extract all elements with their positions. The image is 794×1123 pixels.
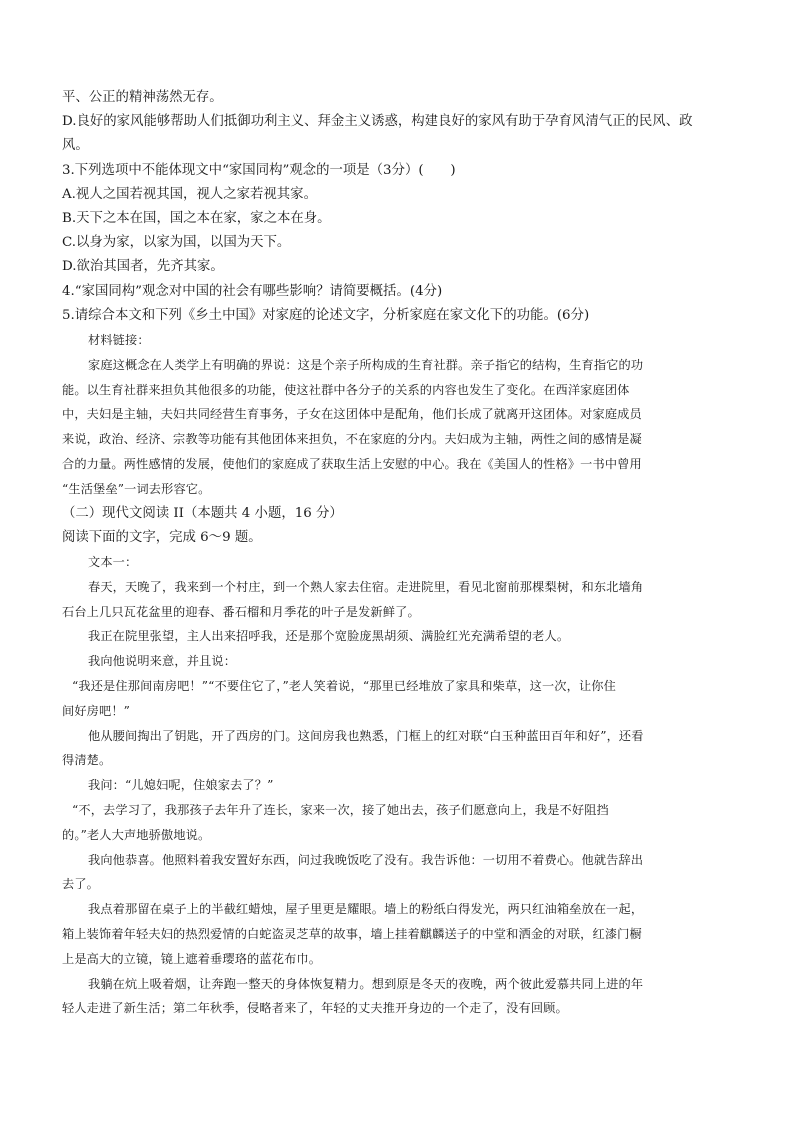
story-line: 我躺在炕上吸着烟，让奔跑一整天的身体恢复精力。想到原是冬天的夜晚，两个彼此爱慕共同上进的年 [88,976,644,991]
section-heading: （二）现代文阅读 II（本题共 4 小题，16 分） [62,505,343,521]
option-d-line: D.良好的家风能够帮助人们抵御功利主义、拜金主义诱惑，构建良好的家风有助于孕育风清气正的民风、政 [62,114,693,130]
material-line: 能。以生育社群来担负其他很多的功能，使这社群中各分子的关系的内容也发生了变化。在西洋家庭团体 [62,382,630,397]
story-line: 箱上装饰着年轻夫妇的热烈爱情的白蛇盗灵芝草的故事，墙上挂着麒麟送子的中堂和洒金的对联，红漆门橱 [62,926,642,941]
material-line: 来说，政治、经济、宗教等功能有其他团体来担负，不在家庭的分内。夫妇成为主轴，两性之间的感情是凝 [62,432,642,447]
material-line: 中，夫妇是主轴，夫妇共同经营生育事务，子女在这团体中是配角，他们长成了就离开这团体。对家庭成员 [62,407,642,422]
section-instruction: 阅读下面的文字，完成 6～9 题。 [62,529,262,545]
story-line: 我向他恭喜。他照料着我安置好东西，问过我晚饭吃了没有。我告诉他：一切用不着费心。他就告辞出 [88,852,644,867]
material-line: 家庭这概念在人类学上有明确的界说：这是个亲子所构成的生育社群。亲子指它的结构，生育指它的功 [88,357,644,372]
story-line: 我向他说明来意，并且说： [88,654,237,669]
story-line: 得清楚。 [62,753,112,768]
question-4: 4.“家国同构”观念对中国的社会有哪些影响？请简要概括。(4分) [62,283,443,299]
story-label: 文本一： [88,555,138,570]
story-line: 春天，天晚了，我来到一个村庄，到一个熟人家去住宿。走进院里，看见北窗前那棵梨树，和东北墙角 [88,579,644,594]
story-line: 石台上几只瓦花盆里的迎春、番石榴和月季花的叶子是发新鲜了。 [62,604,420,619]
story-line: 他从腰间掏出了钥匙，开了西房的门。这间房我也熟悉，门框上的红对联“白玉种蓝田百年和好”，还看 [88,728,644,743]
story-line: 的。”老人大声地骄傲地说。 [62,827,211,842]
material-line: “生活堡垒”一词去形容它。 [62,481,211,496]
material-line: 合的力量。两性感情的发展，使他们的家庭成了获取生活上安慰的中心。我在《美国人的性格》一书中曾用 [62,457,642,472]
story-line: “我还是住那间南房吧！”“不要住它了，”老人笑着说，“那里已经堆放了家具和柴草，这一次，让你住 [72,679,616,693]
text-line: 平、公正的精神荡然无存。 [62,90,223,105]
option-b: B.天下之本在国，国之本在家，家之本在身。 [62,211,331,227]
story-line: “不，去学习了，我那孩子去年升了连长，家来一次，接了她出去，孩子们愿意向上，我是不好阻挡 [72,802,609,817]
story-line: 我点着那留在桌子上的半截红蜡烛，屋子里更是耀眼。墙上的粉纸白得发光，两只红油箱垒放在一起， [88,902,644,917]
question-5: 5.请综合本文和下列《乡土中国》对家庭的论述文字，分析家庭在家文化下的功能。(6分) [62,307,590,323]
option-a: A.视人之国若视其国，视人之家若视其家。 [62,186,317,202]
question-3: 3.下列选项中不能体现文中“家国同构”观念的一项是（3分）( ) [62,162,456,178]
story-line: 去了。 [62,877,100,892]
document-page [62,86,734,1021]
option-c: C.以身为家，以家为国，以国为天下。 [62,235,291,251]
text-line: 风。 [62,138,89,154]
story-line: 上是高大的立镜，镜上遮着垂璎珞的蓝花布巾。 [62,951,322,966]
story-line: 我正在院里张望，主人出来招呼我，还是那个宽脸庞黑胡须、满脸红光充满希望的老人。 [88,629,570,644]
material-heading: 材料链接： [88,333,150,348]
story-line: 间好房吧！” [62,703,131,718]
story-line: 轻人走进了新生活；第二年秋季，侵略者来了，年轻的丈夫推开身边的一个走了，没有回顾。 [62,1001,568,1016]
story-line: 我问：“儿媳妇呢，住娘家去了？” [88,778,274,793]
option-d: D.欲治其国者，先齐其家。 [62,259,224,275]
